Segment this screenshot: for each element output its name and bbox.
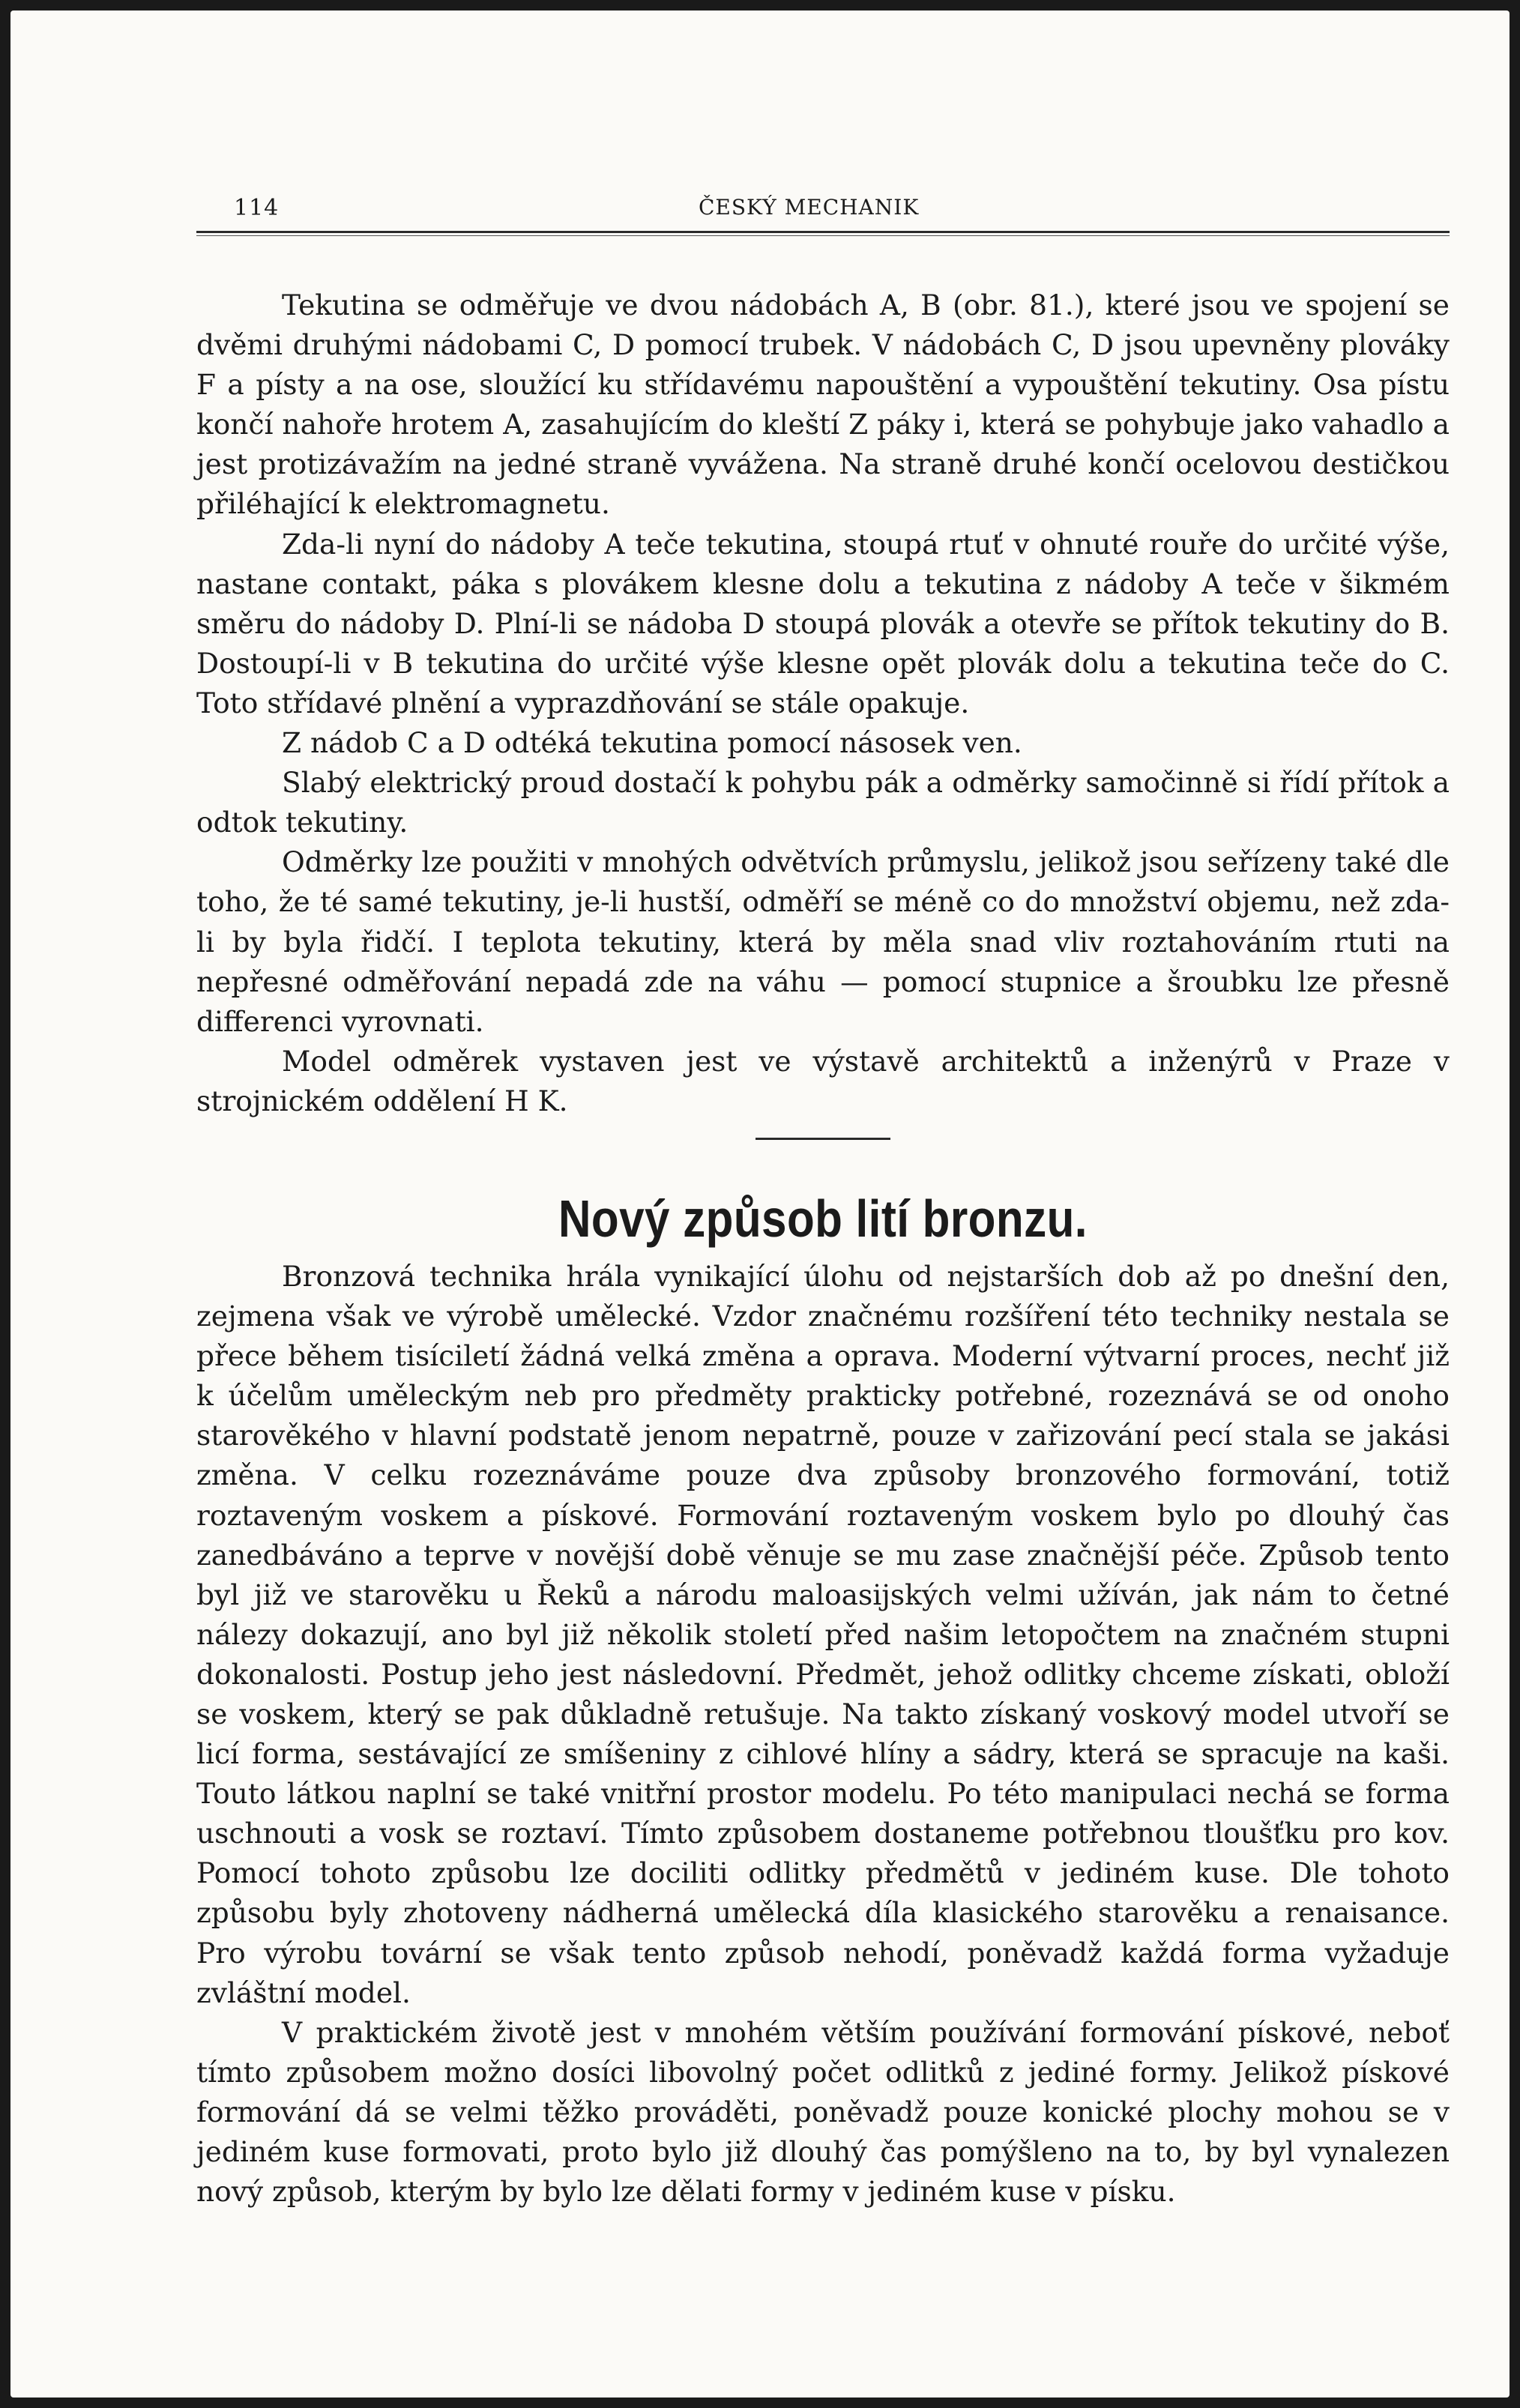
section-odmerky xyxy=(196,286,1450,1121)
journal-title: ČESKÝ MECHANIK xyxy=(699,195,920,220)
paragraph: Odměrky lze použiti v mnohých odvětvích průmyslu, jelikož jsou seřízeny také dle toho, že té samé tekutiny, je-li hustší, odměří se méně co do množství objemu, než zda-li by byla řidčí. I teplota tekutiny, která by měla snad vliv roztahováním rtuti na nepřesné odměřování nepadá zde na váhu — pomocí stupnice a šroubku lze přesně differenci vyrovnati. xyxy=(196,845,1450,1038)
paragraph: Zda-li nyní do nádoby A teče tekutina, stoupá rtuť v ohnuté rouře do určité výše, nastane contakt, páka s plovákem klesne dolu a tekutina z nádoby A teče v šikmém směru do nádoby D. Plní-li se nádoba D stoupá plovák a otevře se přítok tekutiny do B. Dostoupí-li v B tekutina do určité výše klesne opět plovák dolu a tekutina teče do C. Toto střídavé plnění a vyprazdňování se stále opakuje. xyxy=(196,527,1450,719)
paragraph: V praktickém životě jest v mnohém větším používání formování pískové, neboť tímto způsobem možno dosíci libovolný počet odlitků z jediné formy. Jelikož pískové formování dá se velmi těžko prováděti, poněvadž pouze konické plochy mohou se v jediném kuse formovati, proto bylo již dlouhý čas pomýšleno na to, by byl vynalezen nový způsob, kterým by bylo lze dělati formy v jediném kuse v písku. xyxy=(196,2015,1450,2209)
article-title: Nový způsob lití bronzu. xyxy=(558,1189,1088,1248)
paragraph: Model odměrek vystaven jest ve výstavě architektů a inženýrů v Praze v strojnickém oddělení H K. xyxy=(196,1044,1450,1117)
paragraph: Slabý elektrický proud dostačí k pohybu pák a odměrky samočinně si řídí přítok a odtok tekutiny. xyxy=(196,766,1450,839)
page-content xyxy=(196,190,1450,2212)
section-divider xyxy=(756,1138,890,1140)
running-head xyxy=(196,190,1450,225)
paragraph: Z nádob C a D odtéká tekutina pomocí násosek ven. xyxy=(282,726,1022,760)
header-rule xyxy=(196,231,1450,236)
page-number: 114 xyxy=(234,195,280,221)
scanned-page xyxy=(10,10,1510,2398)
paragraph: Tekutina se odměřuje ve dvou nádobách A, B (obr. 81.), které jsou ve spojení se dvěmi druhými nádobami C, D pomocí trubek. V nádobách C, D jsou upevněny plováky F a písty a na ose, sloužící ku střídavému napouštění a vypouštění tekutiny. Osa pístu končí nahoře hrotem A, zasahujícím do kleští Z páky i, která se pohybuje jako vahadlo a jest protizávažím na jedné straně vyvážena. Na straně druhé končí ocelovou destičkou přiléhající k elektromagnetu. xyxy=(196,289,1450,521)
article-body xyxy=(196,1257,1450,2212)
paragraph: Bronzová technika hrála vynikající úlohu od nejstarších dob až po dnešní den, zejmena však ve výrobě umělecké. Vzdor značnému rozšíření této techniky nestala se přece během tisíciletí žádná velká změna a oprava. Moderní výtvarní proces, nechť již k účelům uměleckým neb pro předměty prakticky potřebné, rozeznává se od onoho starověkého v hlavní podstatě jenom nepatrně, pouze v zařizování pecí stala se jakási změna. V celku rozeznáváme pouze dva způsoby bronzového formování, totiž roztaveným voskem a pískové. Formování roztaveným voskem bylo po dlouhý čas zanedbáváno a teprve v novější době věnuje se mu zase značnější péče. Způsob tento byl již ve starověku u Řeků a národu maloasijských velmi užíván, jak nám to četné nálezy dokazují, ano byl již několik století před našim letopočtem na značném stupni dokonalosti. Postup jeho jest následovní. Předmět, jehož odlitky chceme získati, obloží se voskem, který se pak důkladně retušuje. Na takto získaný voskový model utvoří se licí forma, sestávající ze smíšeniny z cihlové hlíny a sádry, která se spracuje na kaši. Touto látkou naplní se také vnitřní prostor modelu. Po této manipulaci nechá se forma uschnouti a vosk se roztaví. Tímto způsobem dostaneme potřebnou tloušťku pro kov. Pomocí tohoto způsobu lze dociliti odlitky předmětů v jediném kuse. Dle tohoto způsobu byly zhotoveny nádherná umělecká díla klasického starověku a renaisance. Pro výrobu tovární se však tento způsob nehodí, poněvadž každá forma vyžaduje zvláštní model. xyxy=(196,1259,1450,2009)
